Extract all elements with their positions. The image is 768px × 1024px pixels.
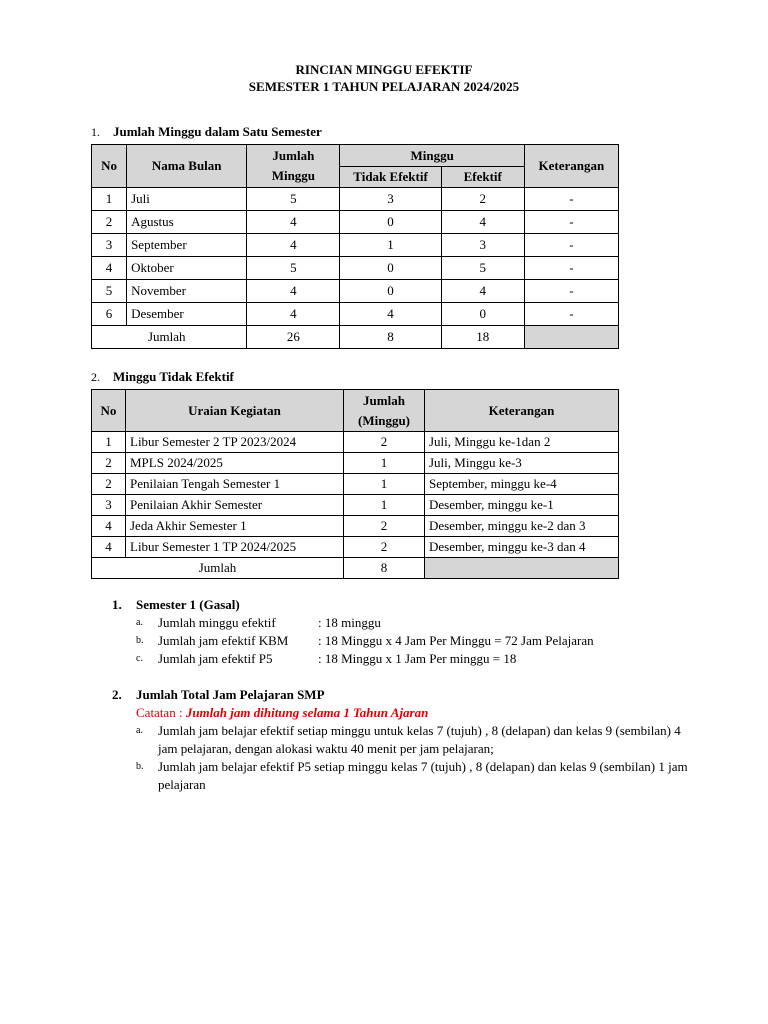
- col-keterangan: Keterangan: [425, 390, 619, 432]
- kegiatan-table: [91, 389, 619, 579]
- row-bulan: Agustus: [127, 211, 247, 234]
- summary1-number: 1.: [112, 597, 122, 612]
- section2-title: Minggu Tidak Efektif: [113, 369, 234, 384]
- row-uraian: MPLS 2024/2025: [126, 453, 344, 474]
- row-no: 3: [92, 234, 127, 257]
- row-jumlah: 4: [247, 280, 340, 303]
- total-tidak-efektif: 8: [340, 326, 441, 349]
- row-jumlah: 2: [344, 537, 425, 558]
- row-uraian: Penilaian Akhir Semester: [126, 495, 344, 516]
- table-row: [92, 211, 619, 234]
- row-jumlah: 2: [344, 432, 425, 453]
- summary2-note: [112, 704, 692, 722]
- table-row: [92, 280, 619, 303]
- item-text: Jumlah jam belajar efektif P5 setiap minggu kelas 7 (tujuh) , 8 (delapan) dan kelas 9 (sembilan) 1 jam pelajaran: [158, 759, 688, 792]
- list-item: [136, 722, 692, 758]
- list-item: [136, 632, 692, 650]
- row-jumlah: 4: [247, 211, 340, 234]
- col-efektif: Efektif: [441, 167, 524, 188]
- total-keterangan-empty: [524, 326, 618, 349]
- col-tidak-efektif: Tidak Efektif: [340, 167, 441, 188]
- item-marker: b.: [136, 635, 144, 646]
- row-jumlah: 5: [247, 257, 340, 280]
- summary2-title: Jumlah Total Jam Pelajaran SMP: [136, 687, 325, 702]
- row-tidak-efektif: 0: [340, 257, 441, 280]
- col-no: No: [92, 145, 127, 188]
- row-jumlah: 4: [247, 234, 340, 257]
- table-row: [92, 537, 619, 558]
- item-label: Jumlah minggu efektif: [158, 615, 276, 630]
- doc-title-line2: SEMESTER 1 TAHUN PELAJARAN 2024/2025: [248, 79, 520, 94]
- row-jumlah: 1: [344, 474, 425, 495]
- section2-heading: [91, 369, 234, 385]
- section1-heading: [91, 124, 322, 140]
- row-efektif: 3: [441, 234, 524, 257]
- table-row: [92, 188, 619, 211]
- summary1-title: Semester 1 (Gasal): [136, 597, 240, 612]
- col-no: No: [92, 390, 126, 432]
- row-bulan: Desember: [127, 303, 247, 326]
- row-no: 4: [92, 516, 126, 537]
- minggu-table: [91, 144, 619, 349]
- summary-semester: [112, 596, 692, 668]
- section1-title: Jumlah Minggu dalam Satu Semester: [113, 124, 322, 139]
- row-no: 1: [92, 188, 127, 211]
- row-keterangan: -: [524, 188, 618, 211]
- table-row: [92, 516, 619, 537]
- col-keterangan: Keterangan: [524, 145, 618, 188]
- row-keterangan: -: [524, 257, 618, 280]
- section1-number: 1.: [91, 125, 100, 139]
- row-no: 6: [92, 303, 127, 326]
- total-label: Jumlah: [92, 558, 344, 579]
- table-row: [92, 257, 619, 280]
- table-row: [92, 474, 619, 495]
- row-no: 3: [92, 495, 126, 516]
- item-marker: c.: [136, 653, 143, 664]
- row-keterangan: -: [524, 234, 618, 257]
- row-efektif: 4: [441, 280, 524, 303]
- item-value: : 18 minggu: [318, 615, 381, 630]
- note-label: Catatan :: [136, 705, 186, 720]
- list-item: [136, 614, 692, 632]
- doc-title-line1: RINCIAN MINGGU EFEKTIF: [295, 62, 473, 77]
- item-text: Jumlah jam belajar efektif setiap minggu untuk kelas 7 (tujuh) , 8 (delapan) dan kelas 9 (sembilan) 4 jam pelajaran, dengan alokasi waktu 40 menit per jam pelajaran;: [158, 723, 681, 756]
- total-label: Jumlah: [92, 326, 247, 349]
- row-no: 2: [92, 474, 126, 495]
- total-keterangan-empty: [425, 558, 619, 579]
- row-bulan: September: [127, 234, 247, 257]
- row-no: 4: [92, 257, 127, 280]
- note-text: Jumlah jam dihitung selama 1 Tahun Ajaran: [185, 705, 429, 720]
- row-uraian: Jeda Akhir Semester 1: [126, 516, 344, 537]
- row-jumlah: 4: [247, 303, 340, 326]
- table-row: [92, 453, 619, 474]
- row-efektif: 0: [441, 303, 524, 326]
- col-minggu: Minggu: [340, 145, 524, 167]
- row-keterangan: Desember, minggu ke-1: [425, 495, 619, 516]
- table-row: [92, 234, 619, 257]
- summary1-heading: [112, 596, 692, 614]
- row-no: 5: [92, 280, 127, 303]
- col-uraian: Uraian Kegiatan: [126, 390, 344, 432]
- total-efektif: 18: [441, 326, 524, 349]
- item-label: Jumlah jam efektif P5: [158, 651, 273, 666]
- row-keterangan: Desember, minggu ke-3 dan 4: [425, 537, 619, 558]
- row-keterangan: Juli, Minggu ke-1dan 2: [425, 432, 619, 453]
- row-no: 1: [92, 432, 126, 453]
- row-keterangan: September, minggu ke-4: [425, 474, 619, 495]
- row-tidak-efektif: 1: [340, 234, 441, 257]
- item-value: : 18 Minggu x 1 Jam Per minggu = 18: [318, 651, 517, 666]
- col-jumlah: Jumlah (Minggu): [344, 390, 425, 432]
- total-jumlah: 8: [344, 558, 425, 579]
- section2-number: 2.: [91, 370, 100, 384]
- row-no: 2: [92, 211, 127, 234]
- row-jumlah: 1: [344, 495, 425, 516]
- list-item: [136, 758, 692, 794]
- row-bulan: Oktober: [127, 257, 247, 280]
- row-tidak-efektif: 0: [340, 211, 441, 234]
- row-efektif: 5: [441, 257, 524, 280]
- list-item: [136, 650, 692, 668]
- row-no: 2: [92, 453, 126, 474]
- table-row: [92, 495, 619, 516]
- row-bulan: Juli: [127, 188, 247, 211]
- row-tidak-efektif: 4: [340, 303, 441, 326]
- row-bulan: November: [127, 280, 247, 303]
- summary2-heading: [112, 686, 692, 704]
- table-row: [92, 432, 619, 453]
- row-no: 4: [92, 537, 126, 558]
- item-marker: a.: [136, 725, 143, 736]
- row-uraian: Penilaian Tengah Semester 1: [126, 474, 344, 495]
- item-marker: b.: [136, 761, 144, 772]
- summary-total: [112, 686, 692, 794]
- row-tidak-efektif: 0: [340, 280, 441, 303]
- item-label: Jumlah jam efektif KBM: [158, 633, 289, 648]
- col-nama-bulan: Nama Bulan: [127, 145, 247, 188]
- row-efektif: 2: [441, 188, 524, 211]
- total-jumlah: 26: [247, 326, 340, 349]
- row-keterangan: Juli, Minggu ke-3: [425, 453, 619, 474]
- row-keterangan: -: [524, 280, 618, 303]
- row-efektif: 4: [441, 211, 524, 234]
- summary2-number: 2.: [112, 687, 122, 702]
- row-keterangan: Desember, minggu ke-2 dan 3: [425, 516, 619, 537]
- item-value: : 18 Minggu x 4 Jam Per Minggu = 72 Jam Pelajaran: [318, 633, 594, 648]
- row-keterangan: -: [524, 211, 618, 234]
- row-uraian: Libur Semester 1 TP 2024/2025: [126, 537, 344, 558]
- row-jumlah: 1: [344, 453, 425, 474]
- row-jumlah: 2: [344, 516, 425, 537]
- row-uraian: Libur Semester 2 TP 2023/2024: [126, 432, 344, 453]
- row-tidak-efektif: 3: [340, 188, 441, 211]
- col-jumlah-minggu: Jumlah Minggu: [247, 145, 340, 188]
- table-row: [92, 303, 619, 326]
- row-jumlah: 5: [247, 188, 340, 211]
- item-marker: a.: [136, 617, 143, 628]
- row-keterangan: -: [524, 303, 618, 326]
